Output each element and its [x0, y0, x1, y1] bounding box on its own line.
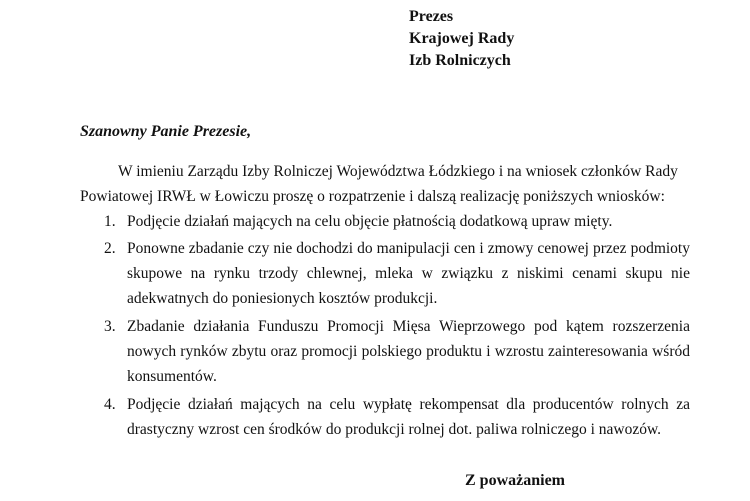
intro-line-2: Powiatowej IRWŁ w Łowiczu proszę o rozpatrzenie i dalszą realizację poniższych wniosków:	[80, 188, 665, 205]
list-item-number: 4.	[104, 396, 116, 413]
list-item-number: 3.	[104, 318, 116, 335]
recipient-organization-line1: Krajowej Rady	[409, 30, 515, 47]
list-item-text: Podjęcie działań mających na celu objęcie płatnością dodatkową upraw mięty.	[127, 213, 613, 230]
list-item	[80, 392, 690, 442]
requests-list	[80, 209, 690, 442]
recipient-title: Prezes	[409, 8, 454, 25]
list-item	[80, 236, 690, 311]
list-item-number: 1.	[104, 213, 116, 230]
recipient-block	[409, 6, 514, 72]
recipient-organization-line2: Izb Rolniczych	[409, 52, 511, 69]
closing-phrase: Z poważaniem	[465, 472, 565, 489]
list-item-text: Zbadanie działania Funduszu Promocji Mięsa Wieprzowego pod kątem rozszerzenia nowych rynków zbytu oraz promocji polskiego produktu i wzrostu zainteresowania wśród konsumentów.	[127, 318, 690, 385]
salutation: Szanowny Panie Prezesie,	[80, 123, 252, 140]
list-item-number: 2.	[104, 240, 116, 257]
intro-line-1: W imieniu Zarządu Izby Rolniczej Województwa Łódzkiego i na wniosek członków Rady	[118, 163, 678, 180]
list-item-text: Ponowne zbadanie czy nie dochodzi do manipulacji cen i zmowy cenowej przez podmioty skupowe na rynku trzody chlewnej, mleka w związku z niskimi cenami skupu nie adekwatnych do poniesionych kosztów produkcji.	[127, 240, 690, 307]
list-item	[80, 209, 690, 234]
letter-body	[80, 159, 690, 442]
list-item	[80, 314, 690, 389]
list-item-text: Podjęcie działań mających na celu wypłatę rekompensat dla producentów rolnych za drastyczny wzrost cen środków do produkcji rolnej dot. paliwa rolniczego i nawozów.	[127, 396, 690, 438]
